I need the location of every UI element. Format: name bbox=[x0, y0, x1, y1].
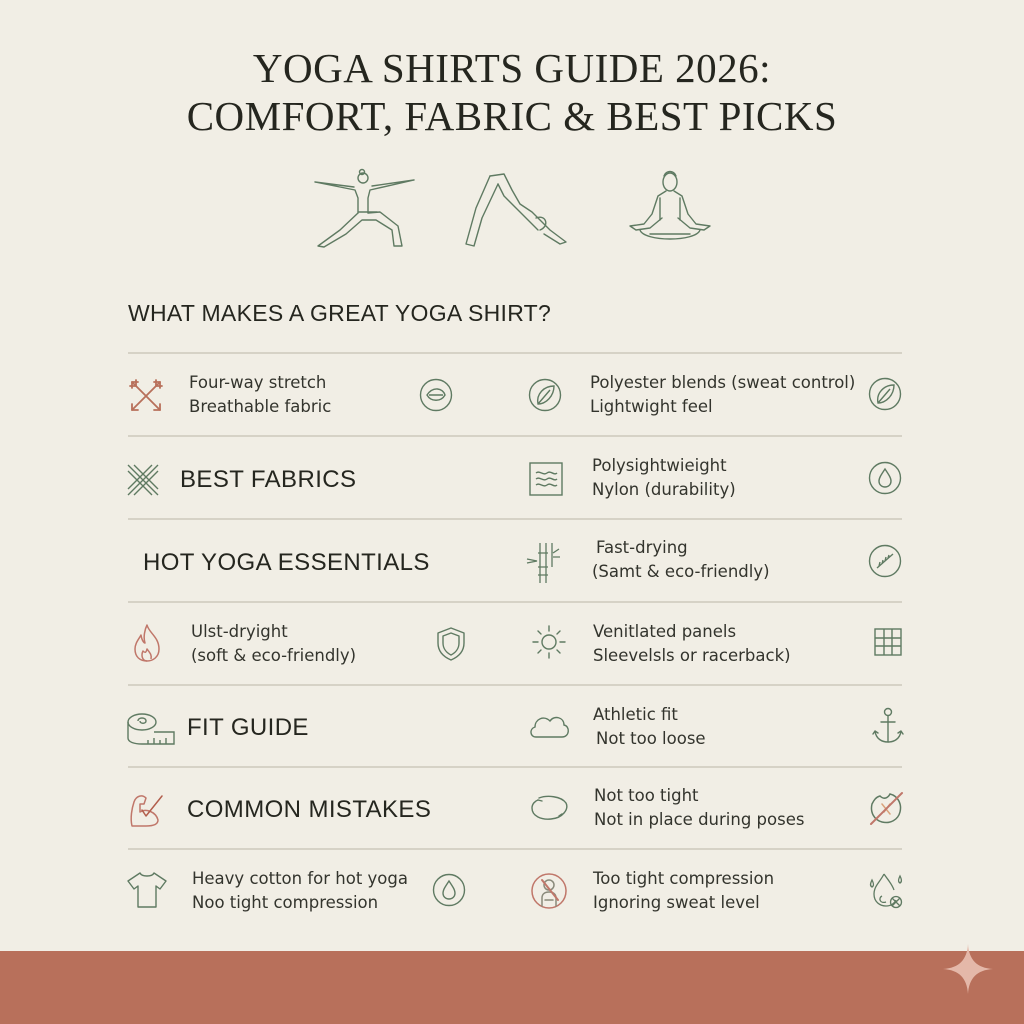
loose-band-icon bbox=[529, 794, 569, 822]
leaf-circle-icon bbox=[528, 378, 562, 412]
four-way-stretch-icon bbox=[128, 378, 164, 414]
category-heading: HOT YOGA ESSENTIALS bbox=[143, 549, 430, 576]
lotus-meditation-icon bbox=[620, 168, 720, 250]
leaf-circle-icon bbox=[868, 377, 902, 411]
warrior-pose-icon bbox=[310, 168, 420, 250]
sparkle-icon bbox=[943, 944, 993, 994]
category-heading: COMMON MISTAKES bbox=[187, 796, 432, 823]
water-drop-icon bbox=[868, 461, 902, 495]
section-heading: WHAT MAKES A GREAT YOGA SHIRT? bbox=[128, 300, 552, 326]
list-item: Athletic fit Not too loose bbox=[593, 705, 706, 748]
anchor-icon bbox=[872, 707, 904, 745]
list-item: Four-way stretch Breathable fabric bbox=[189, 373, 332, 416]
cloud-icon bbox=[528, 711, 570, 739]
measuring-tape-icon bbox=[126, 712, 176, 746]
waves-box-icon bbox=[529, 462, 563, 496]
divider bbox=[128, 766, 902, 768]
sweat-drops-icon bbox=[868, 870, 904, 910]
shield-icon bbox=[436, 626, 466, 662]
no-compression-icon bbox=[530, 872, 568, 910]
woven-fabric-icon bbox=[126, 463, 160, 497]
title-line-2: COMFORT, FABRIC & BEST PICKS bbox=[186, 93, 838, 139]
list-item: Polyester blends (sweat control) Lightwight feel bbox=[590, 373, 856, 416]
fiber-circle-icon bbox=[868, 544, 902, 578]
divider bbox=[128, 848, 902, 850]
flame-icon bbox=[131, 623, 163, 663]
divider bbox=[128, 435, 902, 437]
downward-dog-icon bbox=[460, 168, 570, 250]
grid-mesh-icon bbox=[874, 628, 902, 656]
list-item: Ulst-dryight (soft & eco-friendly) bbox=[191, 622, 357, 665]
category-heading: BEST FABRICS bbox=[180, 466, 357, 493]
divider bbox=[128, 684, 902, 686]
footer-band bbox=[0, 951, 1024, 1024]
divider bbox=[128, 518, 902, 520]
list-item: Polysightwieight Nylon (durability) bbox=[592, 456, 736, 499]
title-line-1: YOGA SHIRTS GUIDE 2026: bbox=[252, 45, 772, 91]
tshirt-icon bbox=[126, 871, 168, 909]
no-stretch-icon bbox=[868, 790, 904, 826]
sun-icon bbox=[530, 624, 568, 660]
bamboo-icon bbox=[525, 541, 561, 585]
flexed-arm-check-icon bbox=[128, 790, 168, 828]
list-item: Fast-drying (Samt & eco-friendly) bbox=[592, 538, 770, 581]
water-drop-icon bbox=[432, 873, 466, 907]
list-item: Heavy cotton for hot yoga Noo tight compression bbox=[192, 869, 408, 912]
yoga-poses-illustration bbox=[300, 168, 720, 250]
list-item: Venitlated panels Sleevelsls or racerback) bbox=[593, 622, 791, 665]
page-title bbox=[0, 44, 1024, 140]
list-item: Not too tight Not in place during poses bbox=[594, 786, 805, 829]
leaf-circle-icon bbox=[419, 378, 453, 412]
list-item: Too tight compression Ignoring sweat level bbox=[593, 869, 775, 912]
category-heading: FIT GUIDE bbox=[187, 714, 309, 741]
divider bbox=[128, 601, 902, 603]
divider bbox=[128, 352, 902, 354]
